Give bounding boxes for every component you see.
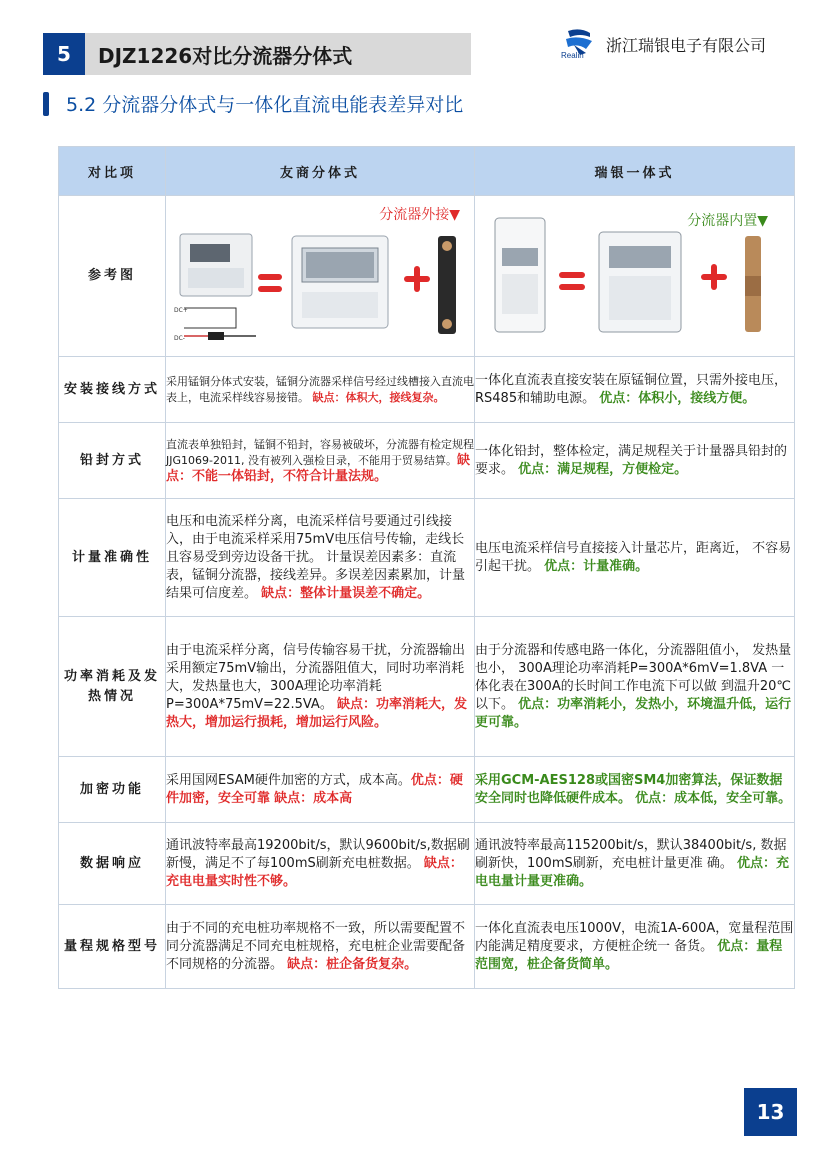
section-marker xyxy=(43,92,49,116)
competitor-cell xyxy=(166,499,475,617)
row-label: 计量准确性 xyxy=(59,499,166,617)
realin-cell xyxy=(475,823,795,905)
cell-text: 直流表单独铅封，锰铜不铅封，容易被破坏，分流器有检定规程JJG1069-2011, 没有被列入强检目录，不能用于贸易结算。 xyxy=(166,437,474,467)
dc-plus-label: DC+ xyxy=(174,307,188,314)
table-row xyxy=(59,757,795,823)
row-label: 铅封方式 xyxy=(59,423,166,499)
row-label: 功率消耗及发 热情况 xyxy=(59,617,166,757)
competitor-cell xyxy=(166,757,475,823)
advantage-text: 优点：成本低，安全可靠。 xyxy=(635,790,792,806)
table-row xyxy=(59,423,795,499)
cell-text: 一体化铅封，整体检定，满足规程关于计量器具铅封的要求。 xyxy=(475,443,788,477)
advantage-text: 优点：计量准确。 xyxy=(544,558,649,574)
disadvantage-text: 缺点：功率消耗大，发热大，增加运行损耗，增加运行风险。 xyxy=(166,696,467,730)
disadvantage-text: 缺点：体积大，接线复杂。 xyxy=(312,390,445,404)
cell-text: 一体化直流表直接安装在原锰铜位置，只需外接电压，RS485和辅助电源。 xyxy=(475,372,788,406)
table-row xyxy=(59,823,795,905)
cell-text: 由于分流器和传感电路一体化，分流器阻值小， 发热量也小， 300A理论功率消耗P=300A*6mV=1.8VA 一体化表在300A的长时间工作电流下可以做 到温升20℃以下。 xyxy=(475,642,792,712)
table-row xyxy=(59,357,795,423)
page-number: 13 xyxy=(744,1088,797,1136)
competitor-cell xyxy=(166,823,475,905)
table-row xyxy=(59,905,795,989)
disadvantage-text: 缺点：成本高 xyxy=(274,790,353,806)
cell-text: 由于不同的充电桩功率规格不一致，所以需要配置不同分流器满足不同充电桩规格，充电桩企业需要配备不同规格的分流器。 xyxy=(166,920,466,972)
table-row xyxy=(59,499,795,617)
advantage-text: 优点：功率消耗小，发热小，环境温升低，运行更可靠。 xyxy=(475,696,792,730)
header-realin: 瑞银一体式 xyxy=(475,147,795,196)
realin-image-cell xyxy=(475,196,795,357)
realin-cell xyxy=(475,905,795,989)
cell-text: 通讯波特率最高19200bit/s，默认9600bit/s,数据刷新慢，满足不了每100mS刷新充电桩数据。 xyxy=(166,837,470,871)
company-name: 浙江瑞银电子有限公司 xyxy=(606,36,767,55)
chapter-number: 5 xyxy=(43,33,85,75)
disadvantage-text: 缺点：充电电量实时性不够。 xyxy=(166,855,463,889)
competitor-cell xyxy=(166,617,475,757)
competitor-cell xyxy=(166,423,475,499)
logo-text: Realin xyxy=(561,51,584,60)
advantage-text: 采用GCM-AES128或国密SM4加密算法，保证数据安全同时也降低硬件成本。 xyxy=(475,772,783,806)
advantage-text: 优点：硬件加密，安全可靠 xyxy=(166,772,463,806)
dc-minus-label: DC- xyxy=(174,335,185,342)
row-label: 数据响应 xyxy=(59,823,166,905)
advantage-text: 优点：充电电量计量更准确。 xyxy=(475,855,790,889)
realin-cell xyxy=(475,357,795,423)
cell-text: 由于电流采样分离，信号传输容易干扰，分流器输出采用额定75mV输出，分流器阻值大，同时功率消耗大，发热量也大，300A理论功率消耗P=300A*75mV=22.5VA。 xyxy=(166,642,466,712)
competitor-image-cell xyxy=(166,196,475,357)
header-competitor: 友商分体式 xyxy=(166,147,475,196)
section-title: 5.2 分流器分体式与一体化直流电能表差异对比 xyxy=(66,94,464,116)
row-label: 安装接线方式 xyxy=(59,357,166,423)
table-header-row xyxy=(59,147,795,196)
advantage-text: 优点：体积小，接线方便。 xyxy=(599,390,756,406)
realin-cell xyxy=(475,499,795,617)
advantage-text: 优点：量程范围宽，桩企备货简单。 xyxy=(475,938,783,972)
comparison-table xyxy=(58,146,795,989)
external-shunt-tag: 分流器外接▼ xyxy=(379,207,460,223)
row-label: 参考图 xyxy=(59,196,166,357)
cell-text: 采用锰铜分体式安装，锰铜分流器采样信号经过线槽接入直流电表上，电流采样线容易接错。 xyxy=(166,374,474,404)
table-row xyxy=(59,617,795,757)
competitor-cell xyxy=(166,357,475,423)
internal-shunt-tag: 分流器内置▼ xyxy=(687,213,768,229)
header-item: 对比项 xyxy=(59,147,166,196)
cell-text: 通讯波特率最高115200bit/s，默认38400bit/s, 数据刷新快，100mS刷新，充电桩计量更准 确。 xyxy=(475,837,787,871)
cell-text: 电压电流采样信号直接接入计量芯片，距离近， 不容易引起干扰。 xyxy=(475,540,792,574)
disadvantage-text: 缺点：不能一体铅封，不符合计量法规。 xyxy=(166,452,470,484)
competitor-cell xyxy=(166,905,475,989)
realin-cell xyxy=(475,617,795,757)
disadvantage-text: 缺点：整体计量误差不确定。 xyxy=(261,585,431,601)
cell-text: 采用国网ESAM硬件加密的方式，成本高。 xyxy=(166,772,411,788)
disadvantage-text: 缺点：桩企备货复杂。 xyxy=(287,956,418,972)
row-label: 加密功能 xyxy=(59,757,166,823)
advantage-text: 优点：满足规程，方便检定。 xyxy=(518,461,688,477)
cell-text: 一体化直流表电压1000V，电流1A-600A，宽量程范围内能满足精度要求，方便桩企统一 备货。 xyxy=(475,920,794,954)
row-label: 量程规格型号 xyxy=(59,905,166,989)
realin-cell xyxy=(475,423,795,499)
table-row-reference-image xyxy=(59,196,795,357)
cell-text: 电压和电流采样分离，电流采样信号要通过引线接入，由于电流采样采用75mV电压信号传输，走线长且容易受到旁边设备干扰。 计量误差因素多：直流表，锰铜分流器，接线差异。多误差因素累加，计量结果可信度差。 xyxy=(166,513,466,601)
realin-cell xyxy=(475,757,795,823)
chapter-title: DJZ1226对比分流器分体式 xyxy=(98,44,353,68)
